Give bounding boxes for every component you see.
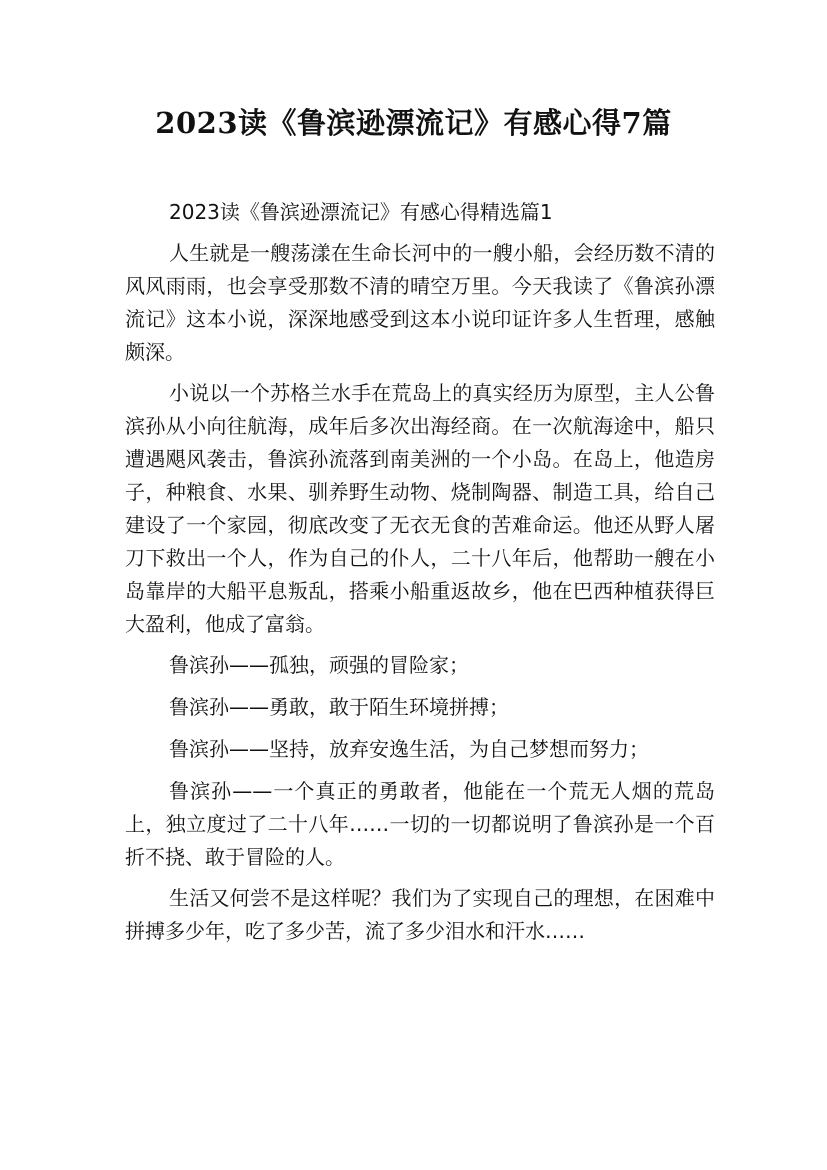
- paragraph: 人生就是一艘荡漾在生命长河中的一艘小船，会经历数不清的风风雨雨，也会享受那数不清的晴空万里。今天我读了《鲁滨孙漂流记》这本小说，深深地感受到这本小说印证许多人生哲理，感触颇深。: [125, 241, 715, 364]
- paragraph: 生活又何尝不是这样呢？我们为了实现自己的理想，在困难中拼搏多少年，吃了多少苦，流了多少泪水和汗水……: [125, 886, 715, 943]
- document-title: 2023读《鲁滨逊漂流记》有感心得7篇: [155, 106, 672, 140]
- paragraph: 鲁滨孙——坚持，放弃安逸生活，为自己梦想而努力；: [169, 737, 649, 761]
- section-heading: 2023读《鲁滨逊漂流记》有感心得精选篇1: [169, 200, 553, 224]
- paragraph: 小说以一个苏格兰水手在荒岛上的真实经历为原型，主人公鲁滨孙从小向往航海，成年后多次出海经商。在一次航海途中，船只遭遇飓风袭击，鲁滨孙流落到南美洲的一个小岛。在岛上，他造房子，种粮食、水果、驯养野生动物、烧制陶器、制造工具，给自己建设了一个家园，彻底改变了无衣无食的苦难命运。他还从野人屠刀下救出一个人，作为自己的仆人，二十八年后，他帮助一艘在小岛靠岸的大船平息叛乱，搭乘小船重返故乡，他在巴西种植获得巨大盈利，他成了富翁。: [125, 381, 715, 636]
- paragraph: 鲁滨孙——一个真正的勇敢者，他能在一个荒无人烟的荒岛上，独立度过了二十八年……一切的一切都说明了鲁滨孙是一个百折不挠、敢于冒险的人。: [125, 779, 715, 869]
- paragraph: 鲁滨孙——孤独，顽强的冒险家；: [169, 653, 469, 677]
- document-body: [125, 196, 715, 948]
- paragraph: 鲁滨孙——勇敢，敢于陌生环境拼搏；: [169, 695, 509, 719]
